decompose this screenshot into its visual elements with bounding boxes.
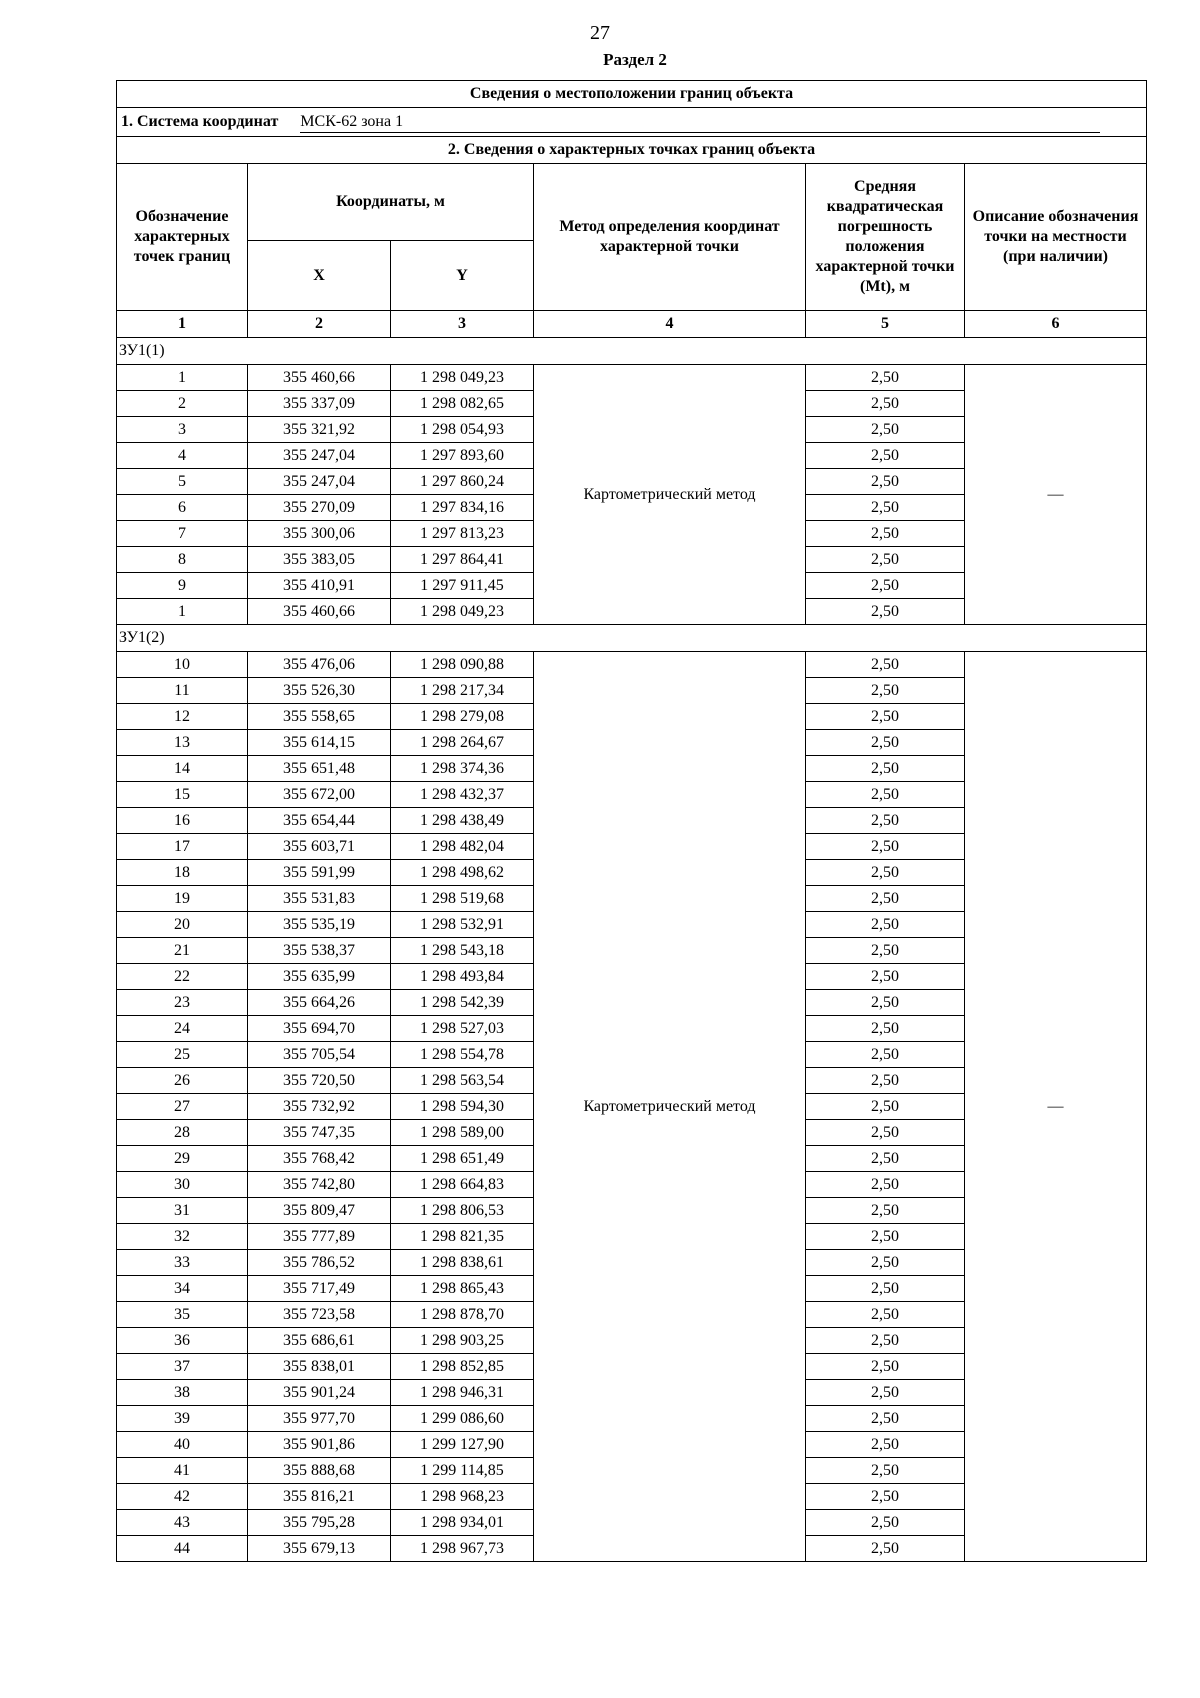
error-value: 2,50 bbox=[806, 1094, 965, 1120]
header-method: Метод определения координат характерной точки bbox=[534, 164, 806, 311]
coord-y: 1 298 217,34 bbox=[391, 678, 534, 704]
coord-x: 355 705,54 bbox=[248, 1042, 391, 1068]
coord-x: 355 476,06 bbox=[248, 652, 391, 678]
point-id: 22 bbox=[117, 964, 248, 990]
coord-y: 1 298 946,31 bbox=[391, 1380, 534, 1406]
coord-y: 1 298 968,23 bbox=[391, 1484, 534, 1510]
coord-y: 1 298 482,04 bbox=[391, 834, 534, 860]
coord-y: 1 298 594,30 bbox=[391, 1094, 534, 1120]
description-cell: — bbox=[965, 365, 1147, 625]
error-value: 2,50 bbox=[806, 599, 965, 625]
column-number: 2 bbox=[248, 311, 391, 338]
coord-y: 1 298 432,37 bbox=[391, 782, 534, 808]
coord-system-row bbox=[117, 108, 1147, 137]
error-value: 2,50 bbox=[806, 912, 965, 938]
coord-y: 1 298 438,49 bbox=[391, 808, 534, 834]
error-value: 2,50 bbox=[806, 417, 965, 443]
coord-x: 355 694,70 bbox=[248, 1016, 391, 1042]
coord-x: 355 558,65 bbox=[248, 704, 391, 730]
coord-y: 1 298 054,93 bbox=[391, 417, 534, 443]
table-row bbox=[117, 365, 1147, 391]
coord-x: 355 723,58 bbox=[248, 1302, 391, 1328]
point-id: 13 bbox=[117, 730, 248, 756]
column-number: 5 bbox=[806, 311, 965, 338]
error-value: 2,50 bbox=[806, 1380, 965, 1406]
point-id: 26 bbox=[117, 1068, 248, 1094]
coord-x: 355 247,04 bbox=[248, 443, 391, 469]
coord-x: 355 410,91 bbox=[248, 573, 391, 599]
error-value: 2,50 bbox=[806, 1172, 965, 1198]
coord-y: 1 298 279,08 bbox=[391, 704, 534, 730]
coord-system-label: 1. Система координат bbox=[121, 112, 279, 130]
point-id: 29 bbox=[117, 1146, 248, 1172]
point-id: 4 bbox=[117, 443, 248, 469]
coord-y: 1 298 903,25 bbox=[391, 1328, 534, 1354]
coord-x: 355 795,28 bbox=[248, 1510, 391, 1536]
coord-x: 355 679,13 bbox=[248, 1536, 391, 1562]
coord-y: 1 297 860,24 bbox=[391, 469, 534, 495]
coord-y: 1 298 664,83 bbox=[391, 1172, 534, 1198]
error-value: 2,50 bbox=[806, 1068, 965, 1094]
coord-y: 1 298 493,84 bbox=[391, 964, 534, 990]
point-id: 14 bbox=[117, 756, 248, 782]
point-id: 10 bbox=[117, 652, 248, 678]
coord-y: 1 298 806,53 bbox=[391, 1198, 534, 1224]
coord-y: 1 298 865,43 bbox=[391, 1276, 534, 1302]
error-value: 2,50 bbox=[806, 990, 965, 1016]
coord-x: 355 531,83 bbox=[248, 886, 391, 912]
error-value: 2,50 bbox=[806, 756, 965, 782]
coord-y: 1 298 049,23 bbox=[391, 365, 534, 391]
group-header: ЗУ1(2) bbox=[117, 625, 1147, 652]
error-value: 2,50 bbox=[806, 1042, 965, 1068]
point-id: 20 bbox=[117, 912, 248, 938]
coord-y: 1 298 967,73 bbox=[391, 1536, 534, 1562]
coord-x: 355 460,66 bbox=[248, 365, 391, 391]
coord-x: 355 901,86 bbox=[248, 1432, 391, 1458]
error-value: 2,50 bbox=[806, 938, 965, 964]
coord-y: 1 298 264,67 bbox=[391, 730, 534, 756]
point-id: 7 bbox=[117, 521, 248, 547]
coord-y: 1 298 498,62 bbox=[391, 860, 534, 886]
point-id: 38 bbox=[117, 1380, 248, 1406]
coord-y: 1 298 934,01 bbox=[391, 1510, 534, 1536]
description-cell: — bbox=[965, 652, 1147, 1562]
point-id: 19 bbox=[117, 886, 248, 912]
coord-x: 355 300,06 bbox=[248, 521, 391, 547]
error-value: 2,50 bbox=[806, 886, 965, 912]
error-value: 2,50 bbox=[806, 521, 965, 547]
coord-x: 355 717,49 bbox=[248, 1276, 391, 1302]
point-id: 34 bbox=[117, 1276, 248, 1302]
coord-x: 355 816,21 bbox=[248, 1484, 391, 1510]
coord-system-value: МСК-62 зона 1 bbox=[300, 112, 1100, 133]
coord-x: 355 635,99 bbox=[248, 964, 391, 990]
error-value: 2,50 bbox=[806, 547, 965, 573]
coord-y: 1 298 651,49 bbox=[391, 1146, 534, 1172]
error-value: 2,50 bbox=[806, 1250, 965, 1276]
coord-x: 355 686,61 bbox=[248, 1328, 391, 1354]
coord-x: 355 777,89 bbox=[248, 1224, 391, 1250]
point-id: 31 bbox=[117, 1198, 248, 1224]
coord-x: 355 672,00 bbox=[248, 782, 391, 808]
coord-y: 1 297 893,60 bbox=[391, 443, 534, 469]
coord-y: 1 299 086,60 bbox=[391, 1406, 534, 1432]
coord-y: 1 298 563,54 bbox=[391, 1068, 534, 1094]
error-value: 2,50 bbox=[806, 678, 965, 704]
point-id: 1 bbox=[117, 365, 248, 391]
point-id: 40 bbox=[117, 1432, 248, 1458]
coord-y: 1 297 911,45 bbox=[391, 573, 534, 599]
error-value: 2,50 bbox=[806, 834, 965, 860]
point-id: 43 bbox=[117, 1510, 248, 1536]
coord-x: 355 809,47 bbox=[248, 1198, 391, 1224]
error-value: 2,50 bbox=[806, 1120, 965, 1146]
table-row bbox=[117, 652, 1147, 678]
point-id: 12 bbox=[117, 704, 248, 730]
error-value: 2,50 bbox=[806, 704, 965, 730]
point-id: 37 bbox=[117, 1354, 248, 1380]
point-id: 17 bbox=[117, 834, 248, 860]
section-title: Раздел 2 bbox=[603, 50, 667, 69]
coord-y: 1 299 114,85 bbox=[391, 1458, 534, 1484]
point-id: 27 bbox=[117, 1094, 248, 1120]
point-id: 8 bbox=[117, 547, 248, 573]
header-y: Y bbox=[391, 241, 534, 311]
table-title: Сведения о местоположении границ объекта bbox=[117, 81, 1147, 108]
error-value: 2,50 bbox=[806, 1432, 965, 1458]
coord-x: 355 591,99 bbox=[248, 860, 391, 886]
point-id: 44 bbox=[117, 1536, 248, 1562]
coord-x: 355 321,92 bbox=[248, 417, 391, 443]
coord-y: 1 298 554,78 bbox=[391, 1042, 534, 1068]
coord-y: 1 298 082,65 bbox=[391, 391, 534, 417]
column-number: 6 bbox=[965, 311, 1147, 338]
coord-y: 1 298 374,36 bbox=[391, 756, 534, 782]
point-id: 39 bbox=[117, 1406, 248, 1432]
point-id: 9 bbox=[117, 573, 248, 599]
coord-x: 355 732,92 bbox=[248, 1094, 391, 1120]
point-id: 16 bbox=[117, 808, 248, 834]
method-cell: Картометрический метод bbox=[534, 652, 806, 1562]
coord-y: 1 298 589,00 bbox=[391, 1120, 534, 1146]
coord-x: 355 460,66 bbox=[248, 599, 391, 625]
column-number: 3 bbox=[391, 311, 534, 338]
point-id: 28 bbox=[117, 1120, 248, 1146]
coord-x: 355 664,26 bbox=[248, 990, 391, 1016]
error-value: 2,50 bbox=[806, 1016, 965, 1042]
header-error: Средняя квадратическая погрешность положения характерной точки (Mt), м bbox=[806, 164, 965, 311]
error-value: 2,50 bbox=[806, 860, 965, 886]
column-number: 1 bbox=[117, 311, 248, 338]
point-id: 5 bbox=[117, 469, 248, 495]
coord-x: 355 538,37 bbox=[248, 938, 391, 964]
point-id: 2 bbox=[117, 391, 248, 417]
coord-x: 355 654,44 bbox=[248, 808, 391, 834]
error-value: 2,50 bbox=[806, 1406, 965, 1432]
error-value: 2,50 bbox=[806, 1146, 965, 1172]
coord-x: 355 614,15 bbox=[248, 730, 391, 756]
error-value: 2,50 bbox=[806, 365, 965, 391]
error-value: 2,50 bbox=[806, 1198, 965, 1224]
point-id: 41 bbox=[117, 1458, 248, 1484]
coord-y: 1 297 834,16 bbox=[391, 495, 534, 521]
error-value: 2,50 bbox=[806, 1276, 965, 1302]
point-id: 11 bbox=[117, 678, 248, 704]
point-id: 32 bbox=[117, 1224, 248, 1250]
error-value: 2,50 bbox=[806, 1458, 965, 1484]
coord-y: 1 297 864,41 bbox=[391, 547, 534, 573]
coord-x: 355 535,19 bbox=[248, 912, 391, 938]
error-value: 2,50 bbox=[806, 1484, 965, 1510]
method-cell: Картометрический метод bbox=[534, 365, 806, 625]
error-value: 2,50 bbox=[806, 443, 965, 469]
coord-x: 355 747,35 bbox=[248, 1120, 391, 1146]
point-id: 42 bbox=[117, 1484, 248, 1510]
coord-x: 355 888,68 bbox=[248, 1458, 391, 1484]
header-coords: Координаты, м bbox=[248, 164, 534, 241]
point-id: 1 bbox=[117, 599, 248, 625]
point-id: 21 bbox=[117, 938, 248, 964]
header-description: Описание обозначения точки на местности (при наличии) bbox=[965, 164, 1147, 311]
coord-x: 355 977,70 bbox=[248, 1406, 391, 1432]
point-id: 6 bbox=[117, 495, 248, 521]
coord-y: 1 298 852,85 bbox=[391, 1354, 534, 1380]
coord-y: 1 298 049,23 bbox=[391, 599, 534, 625]
column-number: 4 bbox=[534, 311, 806, 338]
coord-x: 355 526,30 bbox=[248, 678, 391, 704]
coord-x: 355 383,05 bbox=[248, 547, 391, 573]
coord-y: 1 298 542,39 bbox=[391, 990, 534, 1016]
error-value: 2,50 bbox=[806, 1510, 965, 1536]
coord-y: 1 298 821,35 bbox=[391, 1224, 534, 1250]
coord-y: 1 298 090,88 bbox=[391, 652, 534, 678]
coord-x: 355 337,09 bbox=[248, 391, 391, 417]
error-value: 2,50 bbox=[806, 652, 965, 678]
coord-y: 1 298 838,61 bbox=[391, 1250, 534, 1276]
point-id: 15 bbox=[117, 782, 248, 808]
points-title: 2. Сведения о характерных точках границ объекта bbox=[117, 137, 1147, 164]
error-value: 2,50 bbox=[806, 1224, 965, 1250]
coord-x: 355 270,09 bbox=[248, 495, 391, 521]
error-value: 2,50 bbox=[806, 730, 965, 756]
point-id: 33 bbox=[117, 1250, 248, 1276]
coord-y: 1 298 878,70 bbox=[391, 1302, 534, 1328]
coord-y: 1 299 127,90 bbox=[391, 1432, 534, 1458]
error-value: 2,50 bbox=[806, 391, 965, 417]
coord-x: 355 838,01 bbox=[248, 1354, 391, 1380]
page-number: 27 bbox=[590, 22, 610, 44]
coord-x: 355 742,80 bbox=[248, 1172, 391, 1198]
coord-x: 355 247,04 bbox=[248, 469, 391, 495]
coord-x: 355 901,24 bbox=[248, 1380, 391, 1406]
error-value: 2,50 bbox=[806, 808, 965, 834]
coord-x: 355 786,52 bbox=[248, 1250, 391, 1276]
error-value: 2,50 bbox=[806, 573, 965, 599]
coord-y: 1 298 532,91 bbox=[391, 912, 534, 938]
coord-y: 1 297 813,23 bbox=[391, 521, 534, 547]
coord-y: 1 298 519,68 bbox=[391, 886, 534, 912]
coord-x: 355 768,42 bbox=[248, 1146, 391, 1172]
point-id: 25 bbox=[117, 1042, 248, 1068]
point-id: 35 bbox=[117, 1302, 248, 1328]
error-value: 2,50 bbox=[806, 964, 965, 990]
group-header: ЗУ1(1) bbox=[117, 338, 1147, 365]
coord-x: 355 603,71 bbox=[248, 834, 391, 860]
error-value: 2,50 bbox=[806, 1354, 965, 1380]
coord-y: 1 298 543,18 bbox=[391, 938, 534, 964]
point-id: 24 bbox=[117, 1016, 248, 1042]
header-designation: Обозначение характерных точек границ bbox=[117, 164, 248, 311]
point-id: 36 bbox=[117, 1328, 248, 1354]
error-value: 2,50 bbox=[806, 469, 965, 495]
point-id: 3 bbox=[117, 417, 248, 443]
error-value: 2,50 bbox=[806, 495, 965, 521]
error-value: 2,50 bbox=[806, 1536, 965, 1562]
error-value: 2,50 bbox=[806, 782, 965, 808]
coord-x: 355 651,48 bbox=[248, 756, 391, 782]
point-id: 23 bbox=[117, 990, 248, 1016]
point-id: 18 bbox=[117, 860, 248, 886]
boundary-table bbox=[116, 80, 1147, 1562]
point-id: 30 bbox=[117, 1172, 248, 1198]
error-value: 2,50 bbox=[806, 1302, 965, 1328]
header-x: X bbox=[248, 241, 391, 311]
error-value: 2,50 bbox=[806, 1328, 965, 1354]
coord-x: 355 720,50 bbox=[248, 1068, 391, 1094]
coord-y: 1 298 527,03 bbox=[391, 1016, 534, 1042]
